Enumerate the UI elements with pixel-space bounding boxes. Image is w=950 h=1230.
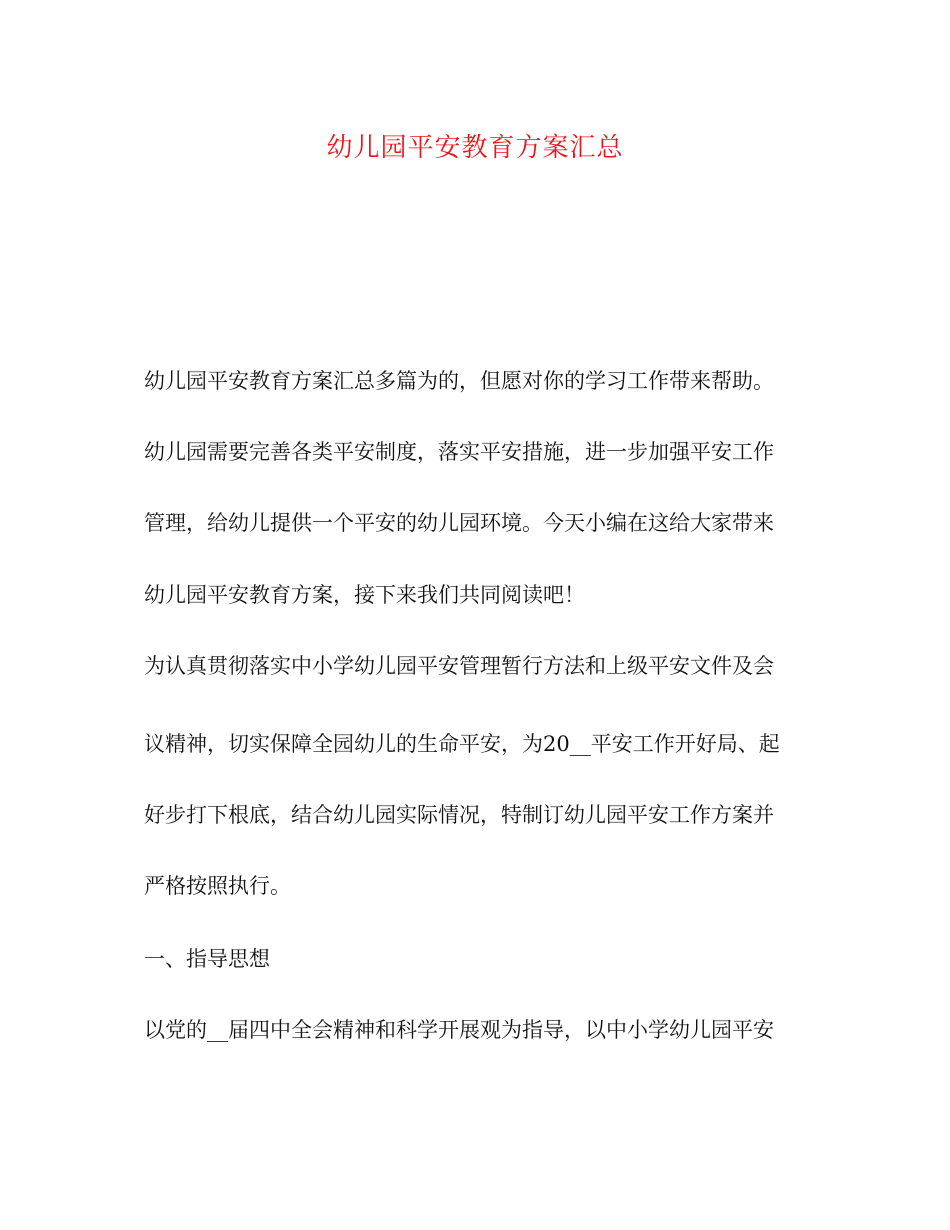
paragraph-line: 为认真贯彻落实中小学幼儿园平安管理暂行方法和上级平安文件及会 xyxy=(144,654,774,678)
section-heading: 一、指导思想 xyxy=(144,947,270,971)
paragraph-line: 幼儿园需要完善各类平安制度，落实平安措施，进一步加强平安工作 xyxy=(144,440,774,464)
paragraph-line: 议精神，切实保障全园幼儿的生命平安，为20__平安工作开好局、起 xyxy=(144,732,780,756)
paragraph-line: 好步打下根底，结合幼儿园实际情况，特制订幼儿园平安工作方案并 xyxy=(144,803,774,827)
document-title: 幼儿园平安教育方案汇总 xyxy=(326,133,624,163)
paragraph-line: 幼儿园平安教育方案，接下来我们共同阅读吧！ xyxy=(144,583,585,607)
paragraph-line: 管理，给幼儿提供一个平安的幼儿园环境。今天小编在这给大家带来 xyxy=(144,511,774,535)
paragraph-line: 以党的__届四中全会精神和科学开展观为指导，以中小学幼儿园平安 xyxy=(144,1018,774,1042)
paragraph-line: 严格按照执行。 xyxy=(144,874,291,898)
intro-line: 幼儿园平安教育方案汇总多篇为的，但愿对你的学习工作带来帮助。 xyxy=(144,369,774,393)
